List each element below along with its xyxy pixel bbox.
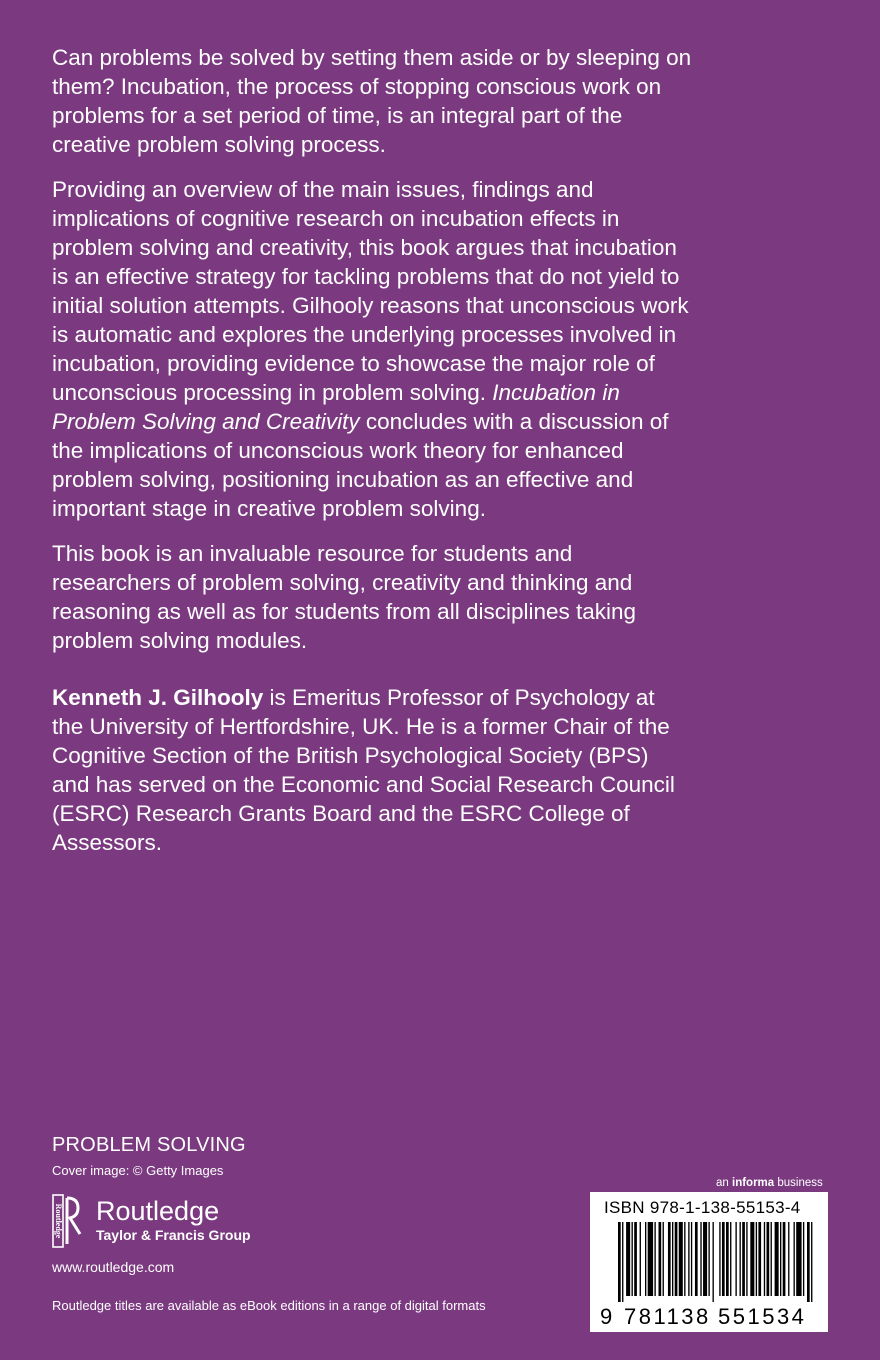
blurb-paragraph-1: Can problems be solved by setting them aside or by sleeping on them? Incubation, the process of stopping conscious work on problems for a set period of time, is an integral part of the creative problem solving process. [52, 45, 692, 157]
barcode-bar [746, 1222, 747, 1296]
barcode-bar [735, 1222, 736, 1296]
barcode-bar [726, 1222, 729, 1296]
barcode-digits-left: 781138 [624, 1304, 711, 1329]
publisher-text [96, 1194, 251, 1244]
barcode-bar [663, 1222, 664, 1296]
barcode-bar [684, 1222, 685, 1296]
barcode-bar [771, 1222, 772, 1296]
blurb-p2-start: Providing an overview of the main issues, findings and implications of cognitive research on incubation effects in problem solving and creativity, this book argues that incubation is an effective strategy for tackling problems that do not yield to initial solution attempts. Gilhooly reasons that unconscious work is automatic and explores the underlying processes involved in incubation, providing evidence to showcase the major role of unconscious processing in problem solving. [52, 177, 689, 405]
author-name: Kenneth J. Gilhooly [52, 685, 264, 710]
barcode-digits-right: 551534 [718, 1304, 807, 1329]
barcode-bar [719, 1222, 720, 1296]
subject-category: PROBLEM SOLVING [52, 1134, 246, 1156]
isbn-barcode [590, 1192, 828, 1332]
barcode-bar [713, 1222, 714, 1302]
barcode-bar [648, 1222, 653, 1296]
author-bio [52, 683, 692, 857]
barcode-bar [672, 1222, 673, 1296]
back-cover-blurb [52, 43, 692, 873]
barcode-bar [807, 1222, 810, 1302]
informa-prefix: an [716, 1177, 732, 1189]
barcode-bar [688, 1222, 689, 1296]
routledge-emblem-icon [52, 1194, 82, 1248]
author-bio-text: is Emeritus Professor of Psychology at the University of Hertfordshire, UK. He is a former Chair of the Cognitive Section of the British Psychological Society (BPS) and has served on the Economic and Social Research Council (ESRC) Research Grants Board and the ESRC College of Assessors. [52, 685, 675, 855]
barcode-bar [750, 1222, 754, 1296]
barcode-bar [811, 1222, 812, 1302]
informa-brand: informa [732, 1177, 775, 1189]
barcode-bar [632, 1222, 633, 1296]
barcode-bar [640, 1222, 641, 1296]
informa-business-label [716, 1177, 823, 1189]
barcode-bar [654, 1222, 655, 1296]
publisher-name: Routledge [96, 1196, 220, 1226]
publisher-logo [52, 1194, 251, 1248]
barcode-bar [700, 1222, 701, 1296]
barcode-digit-first: 9 [600, 1304, 613, 1329]
barcode-bar [740, 1222, 741, 1296]
barcode-bars [590, 1192, 828, 1332]
ebook-note: Routledge titles are available as eBook editions in a range of digital formats [52, 1298, 486, 1313]
barcode-bar [691, 1222, 692, 1296]
barcode-bar [758, 1222, 761, 1296]
barcode-bar [780, 1222, 781, 1296]
publisher-url[interactable]: www.routledge.com [52, 1259, 175, 1275]
barcode-bar [695, 1222, 698, 1296]
barcode-bar [675, 1222, 678, 1296]
barcode-bar [730, 1222, 731, 1296]
barcode-bar [622, 1222, 623, 1302]
barcode-bar [703, 1222, 707, 1296]
barcode-bar [645, 1222, 646, 1296]
barcode-bar [803, 1222, 804, 1296]
barcode-bar [796, 1222, 801, 1296]
barcode-bar [708, 1222, 709, 1296]
barcode-bar [679, 1222, 683, 1296]
barcode-bar [767, 1222, 770, 1296]
barcode-bar [659, 1222, 662, 1296]
book-title: Incubation in Problem Solving and Creativity [52, 380, 620, 434]
barcode-bar [788, 1222, 789, 1296]
barcode-bar [742, 1222, 745, 1296]
blurb-paragraph-2 [52, 175, 692, 523]
barcode-bar [756, 1222, 757, 1296]
barcode-bar [783, 1222, 786, 1296]
barcode-bar [626, 1222, 630, 1296]
barcode-bar [668, 1222, 671, 1296]
publisher-group: Taylor & Francis Group [96, 1227, 251, 1243]
emblem-text: Routledge [54, 1203, 64, 1239]
blurb-p2-end: concludes with a discussion of the implications of unconscious work theory for enhanced problem solving, positioning incubation as an effective and important stage in creative problem solving. [52, 409, 669, 521]
barcode-bar [775, 1222, 779, 1296]
barcode-bar [764, 1222, 765, 1296]
informa-suffix: business [774, 1177, 823, 1189]
isbn-text: ISBN 978-1-138-55153-4 [604, 1198, 801, 1217]
barcode-bar [722, 1222, 725, 1296]
barcode-bar [618, 1222, 621, 1302]
blurb-paragraph-3: This book is an invaluable resource for students and researchers of problem solving, creativity and thinking and reasoning as well as for students from all disciplines taking problem solving modules. [52, 541, 637, 653]
barcode-bar [634, 1222, 637, 1296]
barcode-bar [794, 1222, 795, 1296]
cover-image-credit: Cover image: © Getty Images [52, 1163, 224, 1178]
